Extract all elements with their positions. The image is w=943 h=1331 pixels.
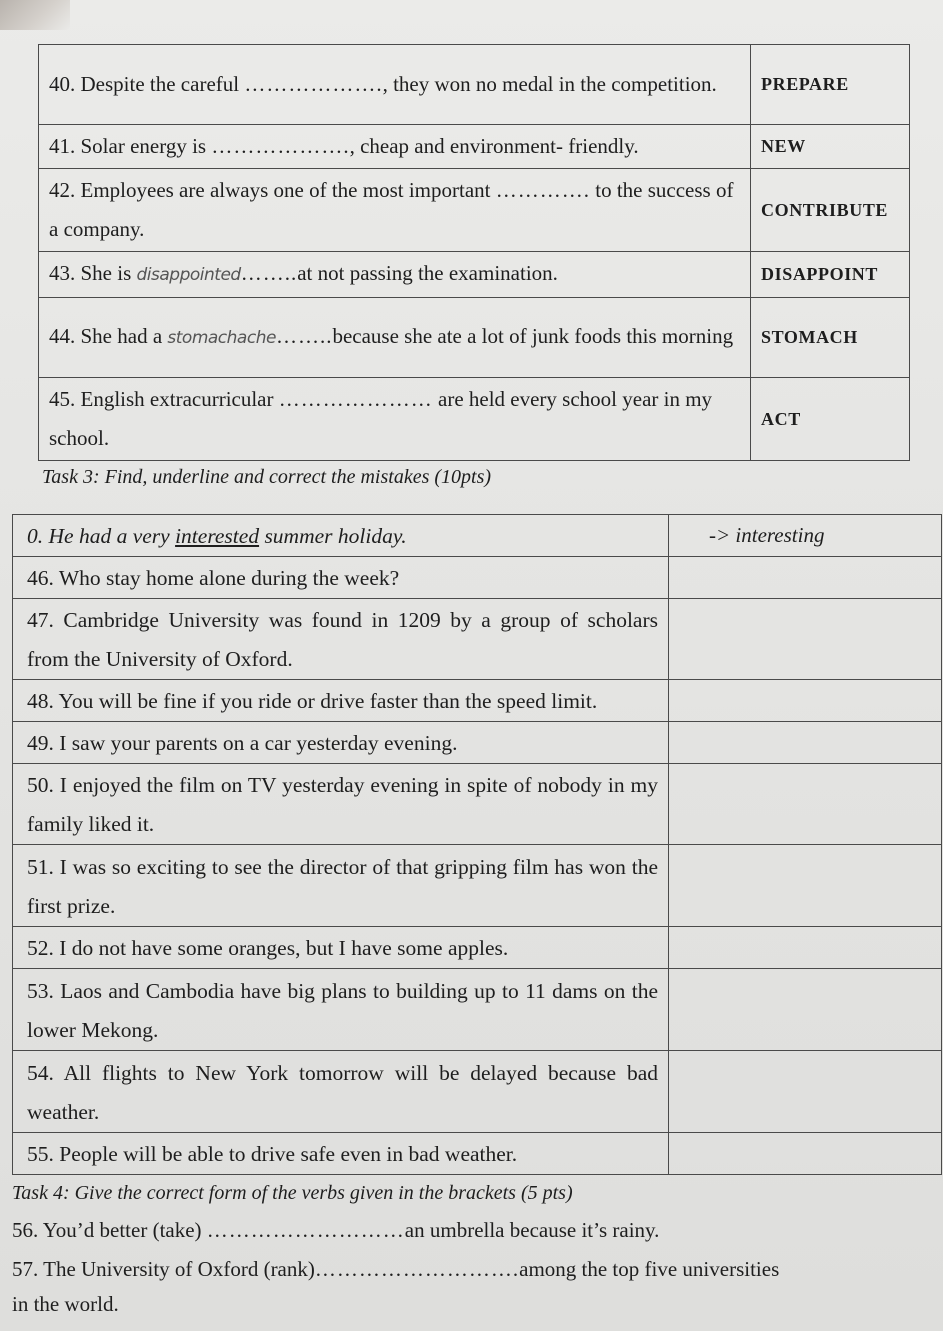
correction-cell[interactable]	[669, 927, 942, 969]
task3-title: Task 3: Find, underline and correct the mistakes (10pts)	[42, 466, 492, 488]
table-row	[13, 557, 942, 599]
sentence: 48. You will be fine if you ride or drive faster than the speed limit.	[13, 680, 669, 722]
question-text-before: English extracurricular	[80, 387, 274, 411]
question-number: 44.	[49, 324, 76, 348]
answer-blank[interactable]: ………….	[495, 178, 590, 202]
question-text-before: Despite the careful	[80, 72, 240, 96]
table-row	[39, 169, 910, 252]
example-correction: -> interesting	[669, 515, 942, 557]
table-row	[13, 1051, 942, 1133]
example-sentence	[13, 515, 669, 557]
question-cell	[39, 169, 751, 252]
question-text-before: She is	[80, 261, 132, 285]
word-form-table	[38, 44, 910, 461]
question-number: 45.	[49, 387, 76, 411]
table-row	[39, 298, 910, 378]
table-row	[39, 378, 910, 461]
question-56	[12, 1218, 659, 1243]
question-text-before: She had a	[80, 324, 163, 348]
root-word: CONTRIBUTE	[751, 169, 910, 252]
question-number: 41.	[49, 134, 76, 158]
question-text-before: 57. The University of Oxford (rank)	[12, 1257, 315, 1281]
sentence: 53. Laos and Cambodia have big plans to building up to 11 dams on the lower Mekong.	[13, 969, 669, 1051]
correction-cell[interactable]	[669, 764, 942, 845]
question-text-before: 56. You’d better (take)	[12, 1218, 202, 1242]
table-row	[13, 845, 942, 927]
table-row	[13, 1133, 942, 1175]
answer-blank[interactable]: ……………………….	[314, 1257, 520, 1281]
root-word: STOMACH	[751, 298, 910, 378]
correction-cell[interactable]	[669, 599, 942, 680]
example-text: summer holiday.	[259, 524, 407, 548]
sentence: 46. Who stay home alone during the week?	[13, 557, 669, 599]
table-row-example	[13, 515, 942, 557]
sentence: 51. I was so exciting to see the director of that gripping film has won the first prize.	[13, 845, 669, 927]
correction-cell[interactable]	[669, 1133, 942, 1175]
question-57	[12, 1257, 779, 1282]
sentence: 47. Cambridge University was found in 1209 by a group of scholars from the University of Oxford.	[13, 599, 669, 680]
handwritten-answer[interactable]: stomachache	[167, 328, 276, 348]
answer-blank[interactable]: ………………………	[206, 1218, 405, 1242]
question-number: 42.	[49, 178, 76, 202]
correction-cell[interactable]	[669, 680, 942, 722]
question-number: 43.	[49, 261, 76, 285]
table-row	[13, 927, 942, 969]
question-text-before: Solar energy is	[80, 134, 207, 158]
question-text-after: an umbrella because it’s rainy.	[404, 1218, 660, 1242]
sentence: 55. People will be able to drive safe even in bad weather.	[13, 1133, 669, 1175]
question-cell: 44. She had a stomachache……..because she ate a lot of junk foods this morning	[39, 298, 751, 378]
sentence: 50. I enjoyed the film on TV yesterday evening in spite of nobody in my family liked it.	[13, 764, 669, 845]
question-cell: 43. She is disappointed……..at not passing the examination.	[39, 252, 751, 298]
table-row	[39, 252, 910, 298]
table-row	[13, 599, 942, 680]
question-text-after: , cheap and environment- friendly.	[349, 134, 639, 158]
correction-cell[interactable]	[669, 1051, 942, 1133]
question-text-after: are held every school year in my school.	[49, 387, 713, 450]
question-text-after: , they won no medal in the competition.	[382, 72, 717, 96]
root-word: NEW	[751, 125, 910, 169]
sentence: 52. I do not have some oranges, but I have some apples.	[13, 927, 669, 969]
paper-corner-shadow	[0, 0, 70, 30]
question-text-before: Employees are always one of the most important	[80, 178, 491, 202]
handwritten-answer[interactable]: disappointed	[136, 265, 241, 285]
table-row	[13, 969, 942, 1051]
answer-blank[interactable]: ……………….	[244, 72, 383, 96]
root-word: ACT	[751, 378, 910, 461]
question-text-after: at not passing the examination.	[297, 261, 558, 285]
table-row	[39, 45, 910, 125]
question-text-after: to the success of a company.	[49, 178, 734, 241]
example-mistake: interested	[175, 524, 260, 548]
mistakes-table	[12, 514, 942, 1175]
table-row	[13, 764, 942, 845]
question-number: 40.	[49, 72, 76, 96]
correction-cell[interactable]	[669, 557, 942, 599]
question-text-after: because she ate a lot of junk foods this morning	[332, 324, 734, 348]
table-row	[39, 125, 910, 169]
question-57-continued: in the world.	[12, 1292, 119, 1316]
answer-blank[interactable]: ……………….	[211, 134, 350, 158]
correction-cell[interactable]	[669, 845, 942, 927]
question-text-after: among the top five universities	[519, 1257, 780, 1281]
question-cell	[39, 125, 751, 169]
root-word: PREPARE	[751, 45, 910, 125]
correction-cell[interactable]	[669, 722, 942, 764]
example-text: 0. He had a very	[27, 524, 176, 548]
sentence: 54. All flights to New York tomorrow will be delayed because bad weather.	[13, 1051, 669, 1133]
table-row	[13, 722, 942, 764]
table-row	[13, 680, 942, 722]
question-cell	[39, 45, 751, 125]
root-word: DISAPPOINT	[751, 252, 910, 298]
sentence: 49. I saw your parents on a car yesterday evening.	[13, 722, 669, 764]
task4-title: Task 4: Give the correct form of the verbs given in the brackets (5 pts)	[12, 1182, 573, 1204]
question-cell	[39, 378, 751, 461]
correction-cell[interactable]	[669, 969, 942, 1051]
answer-blank[interactable]: …………………	[278, 387, 433, 411]
